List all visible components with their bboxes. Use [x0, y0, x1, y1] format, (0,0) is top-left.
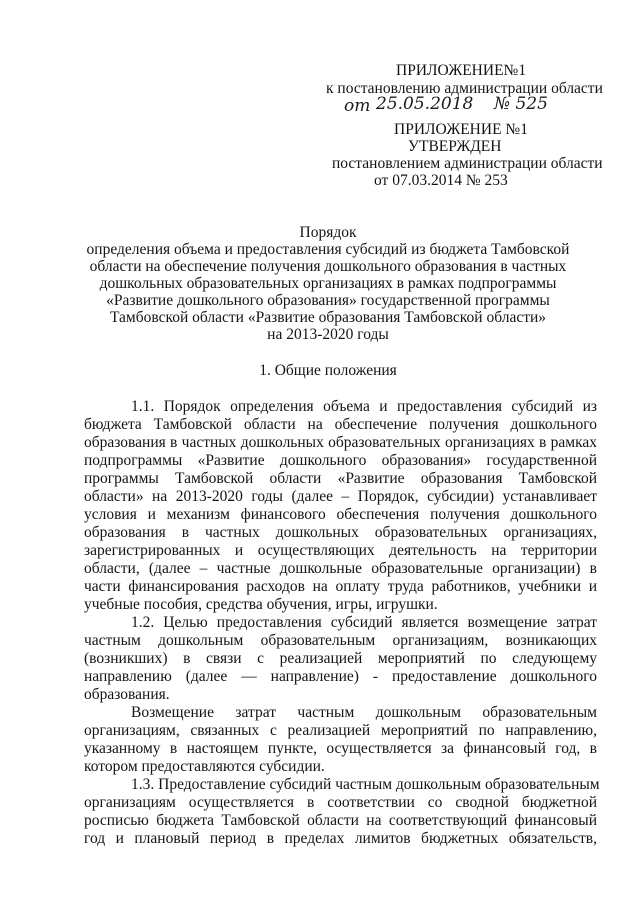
appendix-title: ПРИЛОЖЕНИЕ№1 — [396, 62, 527, 79]
paragraph-line: области» на 2013-2020 годы (далее – Порядок, субсидии) устанавливает — [84, 488, 597, 505]
doc-title-line: дошкольных образовательных организациях в рамках подпрограммы — [99, 275, 557, 292]
paragraph-line: бюджета Тамбовской области на обеспечение получения дошкольного — [84, 416, 597, 433]
paragraph-line: частным дошкольным образовательным организациям, возникающих — [84, 632, 597, 649]
paragraph-line: направлению (далее — направление) - предоставление дошкольного — [84, 668, 597, 685]
doc-title-line: «Развитие дошкольного образования» государственной программы — [106, 292, 550, 309]
paragraph-line: Возмещение затрат частным дошкольным образовательным — [131, 704, 597, 721]
doc-title-line: области на обеспечение получения дошкольного образования в частных — [89, 258, 567, 275]
paragraph-line: (возникших) в связи с реализацией мероприятий по следующему — [84, 650, 597, 667]
paragraph-line: образования. — [84, 686, 170, 703]
paragraph-line: условия и механизм финансового обеспечения получения дошкольного — [84, 506, 597, 523]
paragraph-line: росписью бюджета Тамбовской области на соответствующий финансовый — [84, 812, 597, 829]
paragraph-line: организациям осуществляется в соответствии со сводной бюджетной — [84, 794, 597, 811]
paragraph-line: 1.3. Предоставление субсидий частным дошкольным образовательным — [131, 776, 600, 793]
handwritten-date: 25.05.2018 — [376, 94, 474, 114]
paragraph-line: организациям, связанных с реализацией мероприятий по направлению, — [84, 722, 597, 739]
paragraph-line: области, (далее – частные дошкольные образовательные организации) в — [84, 560, 597, 577]
handwritten-number: № 525 — [494, 94, 548, 114]
section-heading: 1. Общие положения — [259, 362, 397, 379]
paragraph-line: 1.2. Целью предоставления субсидий является возмещение затрат — [131, 614, 597, 631]
paragraph-line: образования в частных дошкольных образовательных организациях, — [84, 524, 597, 541]
paragraph-line: указанному в настоящем пункте, осуществляется за финансовый год, в — [84, 740, 597, 757]
paragraph-line: программы Тамбовской области «Развитие образования Тамбовской — [84, 470, 597, 487]
doc-title-line: определения объема и предоставления субсидий из бюджета Тамбовской — [86, 241, 570, 258]
paragraph-line: зарегистрированных и осуществляющих деятельность на территории — [84, 542, 597, 559]
doc-title-line: Тамбовской области «Развитие образования Тамбовской области» — [109, 309, 547, 326]
paragraph-line: учебные пособия, средства обучения, игры, игрушки. — [84, 596, 438, 613]
paragraph-line: котором предоставляются субсидии. — [84, 758, 325, 775]
appendix-resolution-ref: к постановлению администрации области — [326, 80, 603, 97]
approval-date-number: от 07.03.2014 № 253 — [374, 172, 508, 189]
handwritten-prefix: от — [344, 96, 371, 116]
paragraph-line: 1.1. Порядок определения объема и предоставления субсидий из — [131, 398, 597, 415]
paragraph-line: части финансирования расходов на оплату труда работников, учебники и — [84, 578, 597, 595]
doc-title-line: на 2013-2020 годы — [267, 326, 389, 343]
paragraph-line: год и плановый период в пределах лимитов бюджетных обязательств, — [84, 830, 597, 847]
doc-title-line: Порядок — [299, 224, 357, 241]
approval-status: УТВЕРЖДЕН — [408, 138, 502, 155]
paragraph-line: подпрограммы «Развитие дошкольного образования» государственной — [84, 452, 597, 469]
approval-by: постановлением администрации области — [332, 155, 603, 172]
approval-title: ПРИЛОЖЕНИЕ №1 — [394, 121, 528, 138]
paragraph-line: образования в частных дошкольных образовательных организациях в рамках — [84, 434, 597, 451]
